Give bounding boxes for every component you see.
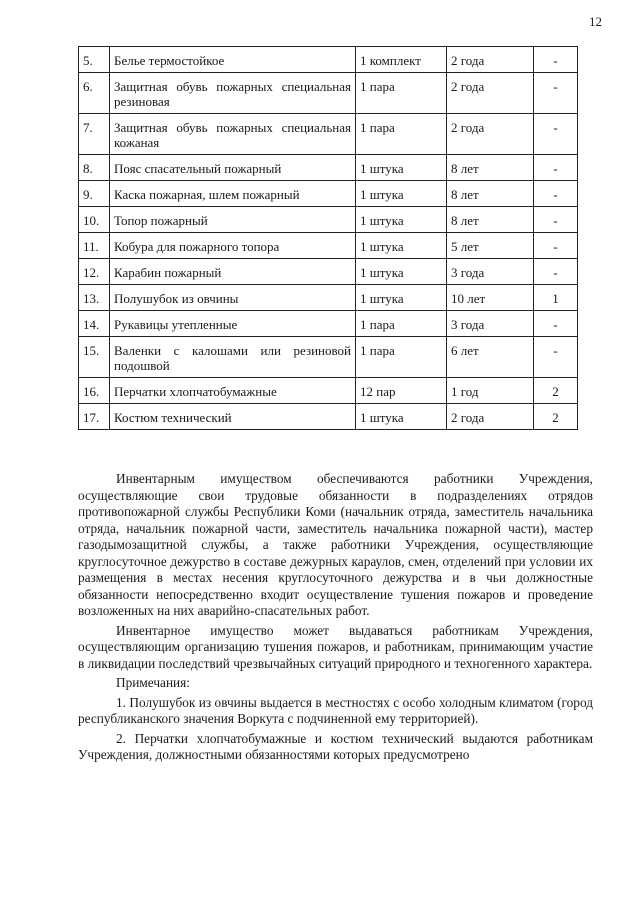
- row-number: 5.: [79, 47, 110, 73]
- paragraph-inventory-recipients: Инвентарным имуществом обеспечиваются работники Учреждения, осуществляющие свои трудовые обязанности в подразделениях отрядов противопожарной службы Республики Коми (начальник отряда, заместитель начальника отряда, начальник пожарной части, заместитель начальника пожарной части), мастер газодымозащитной службы, а также работники Учреждения, осуществляющие круглосуточное дежурство в составе дежурных караулов, смен, отделений при условии их размещения в местах несения круглосуточного дежурства и в чьи должностные обязанности непосредственно входит осуществление тушения пожаров и проведение возложенных на них аварийно-спасательных работ.: [78, 471, 593, 618]
- table-row: [79, 378, 578, 404]
- item-name: Перчатки хлопчатобумажные: [110, 378, 356, 404]
- issue-norm: 1 пара: [356, 311, 447, 337]
- note-ref: -: [534, 233, 578, 259]
- wear-term: 2 года: [447, 73, 534, 114]
- table-row: [79, 259, 578, 285]
- issue-norm: 1 пара: [356, 114, 447, 155]
- notes-heading: Примечания:: [116, 675, 190, 690]
- row-number: 13.: [79, 285, 110, 311]
- note-ref: -: [534, 114, 578, 155]
- note-ref: -: [534, 47, 578, 73]
- issue-norm: 1 штука: [356, 155, 447, 181]
- wear-term: 2 года: [447, 114, 534, 155]
- row-number: 9.: [79, 181, 110, 207]
- note-1: 1. Полушубок из овчины выдается в местностях с особо холодным климатом (город республиканского значения Воркута с подчиненной ему территорией).: [78, 694, 593, 726]
- note-ref: -: [534, 73, 578, 114]
- item-name: Костюм технический: [110, 404, 356, 430]
- note-2: 2. Перчатки хлопчатобумажные и костюм технический выдаются работникам Учреждения, должностными обязанностями которых предусмотрено: [78, 730, 593, 762]
- issue-norm: 1 штука: [356, 181, 447, 207]
- row-number: 6.: [79, 73, 110, 114]
- wear-term: 8 лет: [447, 207, 534, 233]
- row-number: 7.: [79, 114, 110, 155]
- item-name: Каска пожарная, шлем пожарный: [110, 181, 356, 207]
- body-text: [78, 471, 593, 764]
- table-row: [79, 207, 578, 233]
- equipment-table: [78, 46, 578, 430]
- note-ref: -: [534, 207, 578, 233]
- note-ref: 2: [534, 378, 578, 404]
- issue-norm: 12 пар: [356, 378, 447, 404]
- page-number: 12: [589, 14, 602, 29]
- table-row: [79, 404, 578, 430]
- wear-term: 1 год: [447, 378, 534, 404]
- table-row: [79, 114, 578, 155]
- item-name: Рукавицы утепленные: [110, 311, 356, 337]
- item-name: Валенки с калошами или резиновой подошвой: [110, 337, 356, 378]
- wear-term: 2 года: [447, 47, 534, 73]
- note-ref: 2: [534, 404, 578, 430]
- wear-term: 3 года: [447, 259, 534, 285]
- table-row: [79, 155, 578, 181]
- issue-norm: 1 комплект: [356, 47, 447, 73]
- row-number: 10.: [79, 207, 110, 233]
- row-number: 16.: [79, 378, 110, 404]
- row-number: 15.: [79, 337, 110, 378]
- wear-term: 8 лет: [447, 155, 534, 181]
- paragraph-inventory-optional: Инвентарное имущество может выдаваться работникам Учреждения, осуществляющим организацию тушения пожаров, и работникам, принимающим участие в ликвидации последствий чрезвычайных ситуаций природного и техногенного характера.: [78, 622, 593, 671]
- issue-norm: 1 пара: [356, 73, 447, 114]
- item-name: Кобура для пожарного топора: [110, 233, 356, 259]
- item-name: Полушубок из овчины: [110, 285, 356, 311]
- item-name: Белье термостойкое: [110, 47, 356, 73]
- table-row: [79, 337, 578, 378]
- wear-term: 2 года: [447, 404, 534, 430]
- issue-norm: 1 штука: [356, 285, 447, 311]
- wear-term: 5 лет: [447, 233, 534, 259]
- issue-norm: 1 штука: [356, 207, 447, 233]
- issue-norm: 1 штука: [356, 259, 447, 285]
- issue-norm: 1 штука: [356, 404, 447, 430]
- wear-term: 3 года: [447, 311, 534, 337]
- item-name: Топор пожарный: [110, 207, 356, 233]
- table-row: [79, 73, 578, 114]
- wear-term: 10 лет: [447, 285, 534, 311]
- issue-norm: 1 штука: [356, 233, 447, 259]
- note-ref: -: [534, 155, 578, 181]
- issue-norm: 1 пара: [356, 337, 447, 378]
- note-ref: -: [534, 337, 578, 378]
- row-number: 17.: [79, 404, 110, 430]
- row-number: 11.: [79, 233, 110, 259]
- table-row: [79, 285, 578, 311]
- table-row: [79, 233, 578, 259]
- note-ref: 1: [534, 285, 578, 311]
- item-name: Защитная обувь пожарных специальная кожаная: [110, 114, 356, 155]
- note-ref: -: [534, 259, 578, 285]
- wear-term: 8 лет: [447, 181, 534, 207]
- note-ref: -: [534, 181, 578, 207]
- row-number: 14.: [79, 311, 110, 337]
- wear-term: 6 лет: [447, 337, 534, 378]
- note-ref: -: [534, 311, 578, 337]
- table-row: [79, 311, 578, 337]
- table-row: [79, 47, 578, 73]
- row-number: 12.: [79, 259, 110, 285]
- item-name: Защитная обувь пожарных специальная резиновая: [110, 73, 356, 114]
- item-name: Карабин пожарный: [110, 259, 356, 285]
- row-number: 8.: [79, 155, 110, 181]
- item-name: Пояс спасательный пожарный: [110, 155, 356, 181]
- table-row: [79, 181, 578, 207]
